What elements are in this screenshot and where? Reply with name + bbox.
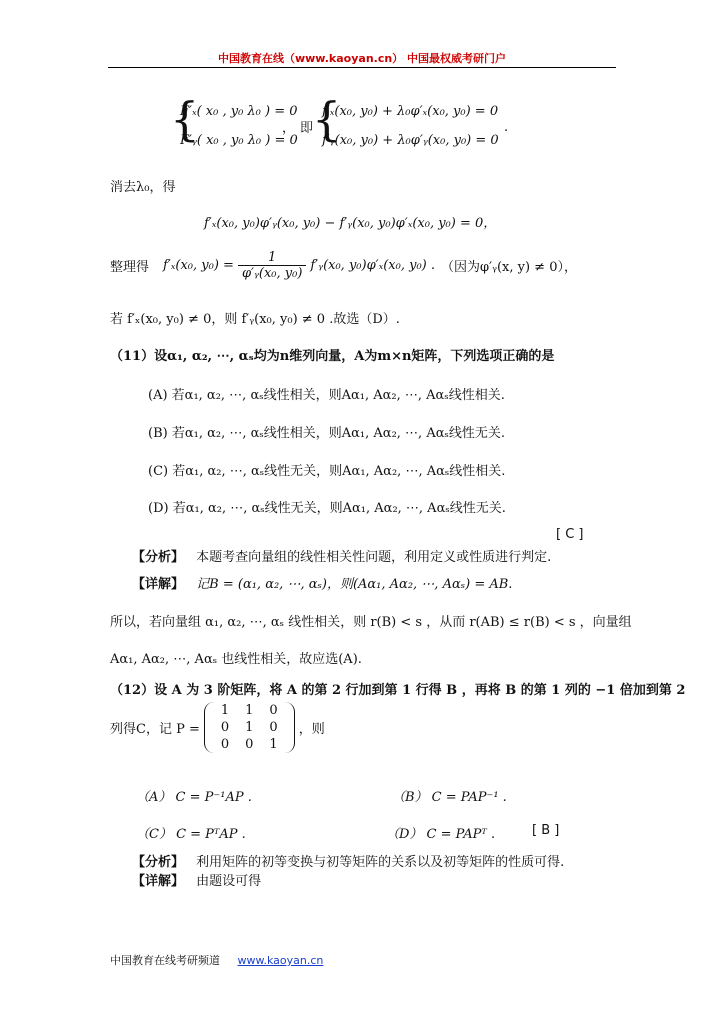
q11-so-line1: 所以，若向量组 α₁, α₂, ⋯, αₛ 线性相关，则 r(B) < s ，从而 r(AB) ≤ r(B) < s ，向量组 — [110, 615, 632, 630]
q12-line2 — [110, 702, 325, 753]
q11-option-c: (C) 若α₁, α₂, ⋯, αₛ线性无关，则Aα₁, Aα₂, ⋯, Aαₛ线性相关. — [148, 464, 506, 479]
page-header: 中国教育在线（www.kaoyan.cn） 中国最权威考研门户 — [217, 52, 507, 65]
q11-analysis-label: 【分析】 — [132, 550, 185, 565]
fraction-numerator: 1 — [238, 250, 306, 266]
system-ji: 即 — [300, 121, 314, 136]
footer-link[interactable]: www.kaoyan.cn — [237, 954, 324, 967]
q11-option-b: (B) 若α₁, α₂, ⋯, αₛ线性相关，则Aα₁, Aα₂, ⋯, Aαₛ线性无关. — [148, 426, 505, 441]
q12-detail — [132, 870, 261, 889]
q12-detail-text: 由题设可得 — [196, 874, 262, 889]
right-system-line2: f′ᵧ(x₀, y₀) + λ₀φ′ᵧ(x₀, y₀) = 0 — [322, 133, 499, 148]
matrix-cell: 1 — [220, 703, 230, 718]
q11-option-a: (A) 若α₁, α₂, ⋯, αₛ线性相关，则Aα₁, Aα₂, ⋯, Aαₛ线性相关. — [148, 388, 505, 403]
q12-option-c: （C） C = PᵀAP . — [136, 827, 246, 842]
left-brace: { — [170, 92, 200, 146]
q12-analysis-label: 【分析】 — [132, 855, 185, 870]
q11-detail-label: 【详解】 — [132, 577, 185, 592]
eliminate-line: 消去λ₀，得 — [110, 180, 176, 195]
system-comma: ， — [282, 121, 296, 136]
arrange-note: （因为φ′ᵧ(x, y) ≠ 0）， — [441, 260, 577, 275]
arrange-rhs: f′ᵧ(x₀, y₀)φ′ₓ(x₀, y₀) . — [310, 258, 436, 273]
q12-option-d: （D） C = PAPᵀ . — [386, 827, 496, 842]
arrange-lhs: f′ₓ(x₀, y₀) = — [163, 258, 234, 273]
q12-answer: [ B ] — [532, 823, 560, 838]
header-rule — [108, 67, 616, 68]
q12-analysis-text: 利用矩阵的初等变换与初等矩阵的关系以及初等矩阵的性质可得. — [196, 855, 565, 870]
matrix-cell: 1 — [269, 737, 278, 752]
q11-option-d: (D) 若α₁, α₂, ⋯, αₛ线性无关，则Aα₁, Aα₂, ⋯, Aαₛ线性无关. — [148, 501, 506, 516]
matrix-cell: 0 — [245, 737, 254, 752]
left-system-line1: F′ₓ( x₀ , y₀ λ₀ ) = 0 — [180, 104, 298, 119]
arrange-prefix: 整理得 — [110, 260, 150, 275]
q12-matrix-p — [204, 702, 295, 753]
q11-detail — [132, 573, 512, 592]
q12-line2-suffix: ，则 — [298, 722, 325, 737]
q12-line2-prefix: 列得C，记 P = — [110, 722, 200, 737]
q11-stem: （11）设α₁, α₂, ⋯, αₛ均为n维列向量，A为m×n矩阵，下列选项正确的是 — [110, 349, 555, 364]
q11-analysis-text: 本题考查向量组的线性相关性问题，利用定义或性质进行判定. — [196, 550, 552, 565]
arrange-line — [110, 250, 577, 281]
page-footer — [110, 952, 323, 968]
matrix-cell: 1 — [245, 703, 254, 718]
arrange-fraction — [238, 250, 306, 281]
q12-stem: （12）设 A 为 3 阶矩阵，将 A 的第 2 行加到第 1 行得 B ，再将 B 的第 1 列的 −1 倍加到第 2 — [110, 683, 686, 698]
q11-detail-text: 记B = (α₁, α₂, ⋯, αₛ)，则(Aα₁, Aα₂, ⋯, Aαₛ) = AB. — [196, 577, 513, 592]
matrix-cell: 0 — [269, 703, 278, 718]
fraction-denominator: φ′ᵧ(x₀, y₀) — [241, 266, 303, 281]
equation-1: f′ₓ(x₀, y₀)φ′ᵧ(x₀, y₀) − f′ᵧ(x₀, y₀)φ′ₓ(x₀, y₀) = 0， — [204, 216, 497, 231]
left-system-line2: F′ᵧ( x₀ , y₀ λ₀ ) = 0 — [180, 133, 298, 148]
right-system-line1: f′ₓ(x₀, y₀) + λ₀φ′ₓ(x₀, y₀) = 0 — [322, 104, 499, 119]
q11-answer: [ C ] — [556, 527, 584, 542]
matrix-cell: 1 — [245, 720, 254, 735]
system-period: . — [504, 120, 509, 135]
conclusion-line: 若 f′ₓ(x₀, y₀) ≠ 0，则 f′ᵧ(x₀, y₀) ≠ 0 .故选（D）. — [110, 312, 400, 327]
q12-detail-label: 【详解】 — [132, 874, 185, 889]
matrix-cell: 0 — [220, 720, 230, 735]
right-brace: { — [312, 92, 342, 146]
matrix-cell: 0 — [269, 720, 278, 735]
q11-so-line2: Aα₁, Aα₂, ⋯, Aαₛ 也线性相关，故应选(A). — [110, 652, 362, 667]
q12-option-b: （B） C = PAP⁻¹ . — [392, 790, 507, 805]
q11-analysis — [132, 546, 551, 565]
q12-analysis — [132, 851, 564, 870]
q12-option-a: （A） C = P⁻¹AP . — [136, 790, 252, 805]
matrix-cell: 0 — [220, 737, 230, 752]
footer-text: 中国教育在线考研频道 — [110, 954, 220, 967]
